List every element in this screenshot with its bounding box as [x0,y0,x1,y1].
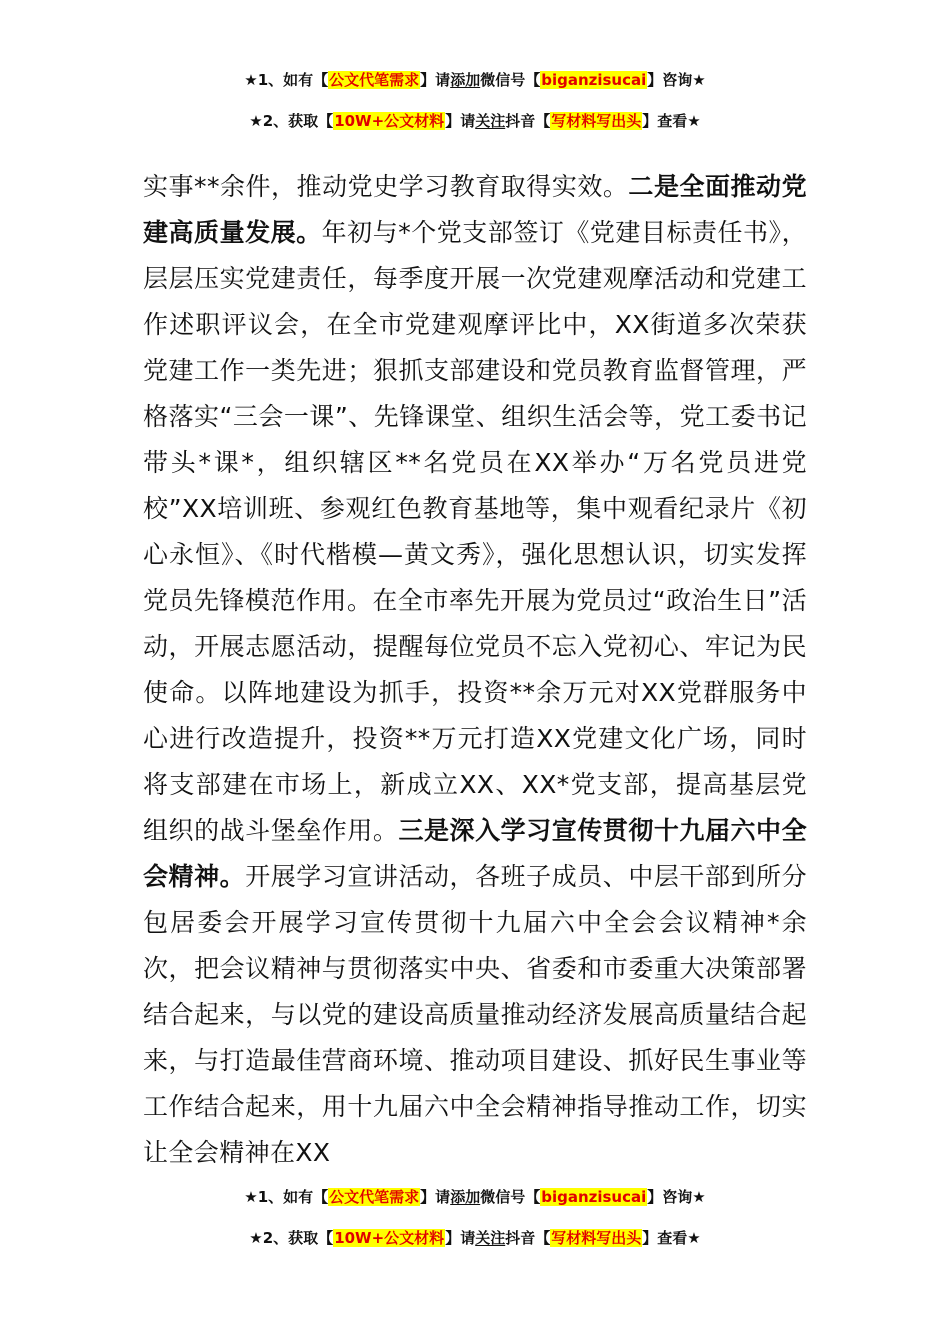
banner-text: 】请 [445,112,476,130]
body-text-segment: 开展学习宣讲活动，各班子成员、中层干部到所分包居委会开展学习宣传贯彻十九届六中全会会议精神*余次，把会议精神与贯彻落实中央、省委和市委重大决策部署结合起来，与以党的建设高质量推动经济发展高质量结合起来，与打造最佳营商环境、推动项目建设、抓好民生事业等工作结合起来，用十九届六中全会精神指导推动工作，切实让全会精神在XX [143,862,807,1167]
banner-text: 】咨询★ [647,1188,706,1206]
banner-text: 】请 [420,1188,451,1206]
banner-text: 】查看★ [642,1229,701,1247]
banner-text: 抖音【 [505,1229,551,1247]
banner-underlined-text: 添加 [450,1188,481,1206]
banner-highlight-account: 写材料写出头 [551,1229,642,1247]
banner-highlight-wechat-id: biganzisucai [541,71,647,89]
banner-text: 微信号【 [480,71,541,89]
banner-underlined-text: 添加 [450,71,481,89]
body-paragraph [143,164,807,1176]
banner-highlight-wechat-id: biganzisucai [541,1188,647,1206]
banner-highlight-materials: 10W+公文材料 [334,1229,445,1247]
banner-highlight-service: 公文代笔需求 [329,71,420,89]
banner-highlight-account: 写材料写出头 [551,112,642,130]
banner-text: 】查看★ [642,112,701,130]
banner-highlight-materials: 10W+公文材料 [334,112,445,130]
header-banner-line-1 [0,70,950,90]
body-text-segment: 实事**余件，推动党史学习教育取得实效。 [143,172,629,201]
bold-heading-party-building: 二是全面推动党建高质量发展。 [143,172,807,247]
banner-text: 】请 [445,1229,476,1247]
banner-text: 】咨询★ [647,71,706,89]
body-text-segment: 年初与*个党支部签订《党建目标责任书》，层层压实党建责任，每季度开展一次党建观摩活动和党建工作述职评议会，在全市党建观摩评比中，XX街道多次荣获党建工作一类先进；狠抓支部建设和党员教育监督管理，严格落实“三会一课”、先锋课堂、组织生活会等，党工委书记带头*课*，组织辖区**名党员在XX举办“万名党员进党校”XX培训班、参观红色教育基地等，集中观看纪录片《初心永恒》、《时代楷模—黄文秀》，强化思想认识，切实发挥党员先锋模范作用。在全市率先开展为党员过“政治生日”活动，开展志愿活动，提醒每位党员不忘入党初心、牢记为民使命。以阵地建设为抓手，投资**余万元对XX党群服务中心进行改造提升，投资**万元打造XX党建文化广场，同时将支部建在市场上，新成立XX、XX*党支部，提高基层党组织的战斗堡垒作用。 [143,218,807,845]
banner-underlined-text: 关注 [475,1229,506,1247]
banner-text: ★2、获取【 [249,1229,334,1247]
footer-banner-line-1 [0,1187,950,1207]
bold-heading-plenum-study: 三是深入学习宣传贯彻十九届六中全会精神。 [143,816,807,891]
banner-highlight-service: 公文代笔需求 [329,1188,420,1206]
header-banner-line-2 [0,111,950,131]
banner-text: ★1、如有【 [244,1188,329,1206]
banner-underlined-text: 关注 [475,112,506,130]
banner-text: 】请 [420,71,451,89]
banner-text: 抖音【 [505,112,551,130]
banner-text: 微信号【 [480,1188,541,1206]
banner-text: ★2、获取【 [249,112,334,130]
banner-text: ★1、如有【 [244,71,329,89]
footer-banner-line-2 [0,1228,950,1248]
